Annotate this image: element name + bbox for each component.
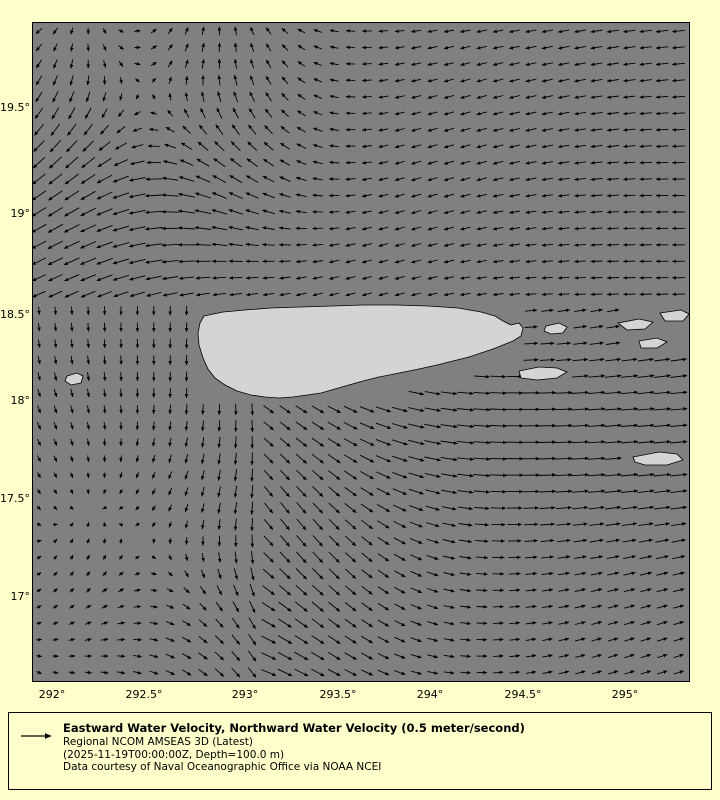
y-axis-tick-label: 19°	[10, 207, 30, 220]
land-mask-puerto-rico	[33, 23, 689, 681]
legend-timestamp: (2025-11-19T00:00:00Z, Depth=100.0 m)	[63, 748, 285, 761]
x-axis-tick-label: 293.5°	[319, 688, 357, 701]
y-axis-tick-label: 17°	[10, 590, 30, 603]
x-axis-tick-label: 295°	[611, 688, 639, 701]
legend-dataset: Regional NCOM AMSEAS 3D (Latest)	[63, 736, 253, 748]
map-plot-area[interactable]	[32, 22, 690, 682]
y-axis-tick-label: 17.5°	[0, 492, 30, 505]
vector-arrow-icon	[19, 729, 59, 743]
y-axis-tick-label: 18°	[10, 394, 30, 407]
x-axis-tick-label: 292.5°	[125, 688, 163, 701]
legend-title: Eastward Water Velocity, Northward Water Velocity (0.5 meter/second)	[63, 721, 525, 735]
x-axis-tick-label: 293°	[231, 688, 259, 701]
legend-panel	[8, 712, 712, 790]
legend-text-block	[63, 721, 703, 774]
y-axis-tick-label: 18.5°	[0, 308, 30, 321]
legend-credit: Data courtesy of Naval Oceanographic Office via NOAA NCEI	[63, 761, 382, 773]
y-axis-tick-label: 19.5°	[0, 101, 30, 114]
x-axis-tick-label: 294.5°	[504, 688, 542, 701]
x-axis-tick-label: 294°	[416, 688, 444, 701]
x-axis-tick-label: 292°	[38, 688, 66, 701]
